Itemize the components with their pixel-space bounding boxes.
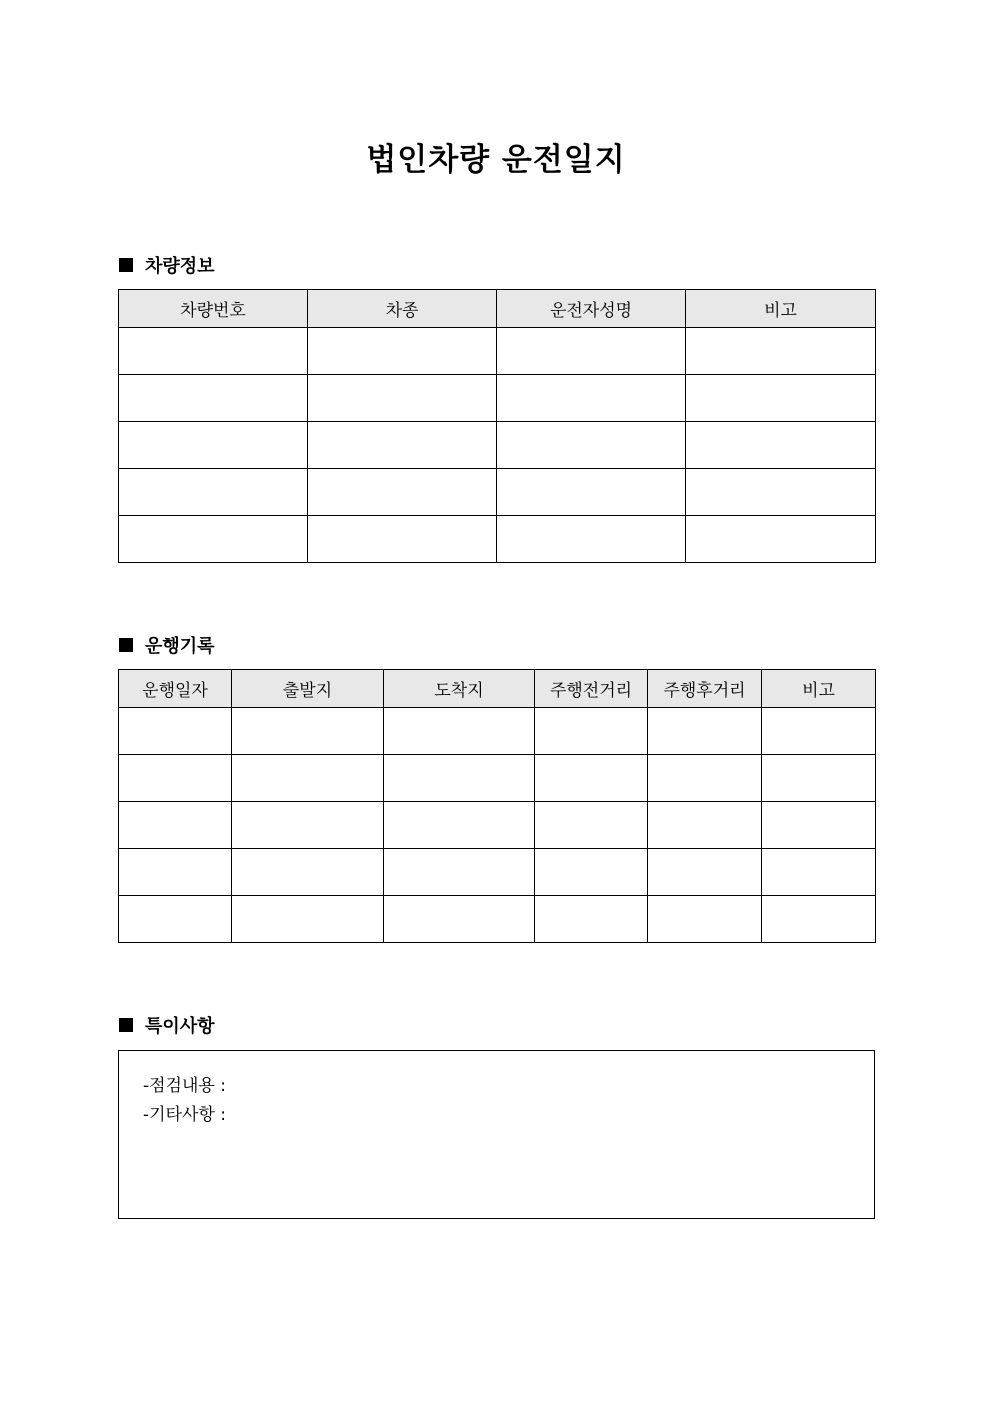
table-cell[interactable] xyxy=(232,755,384,802)
table-cell[interactable] xyxy=(762,755,876,802)
table-row xyxy=(119,375,876,422)
table-cell[interactable] xyxy=(384,708,535,755)
square-bullet-icon xyxy=(119,1018,133,1032)
column-header-vehicle-number: 차량번호 xyxy=(119,290,308,328)
table-cell[interactable] xyxy=(232,849,384,896)
table-cell[interactable] xyxy=(762,896,876,943)
table-cell[interactable] xyxy=(535,849,648,896)
column-header-arrival: 도착지 xyxy=(384,670,535,708)
table-cell[interactable] xyxy=(119,516,308,563)
section-heading-special-notes xyxy=(119,1013,215,1037)
vehicle-info-table xyxy=(118,289,876,563)
square-bullet-icon xyxy=(119,638,133,652)
table-cell[interactable] xyxy=(308,375,497,422)
table-cell[interactable] xyxy=(762,802,876,849)
section-heading-label: 운행기록 xyxy=(145,636,215,657)
table-cell[interactable] xyxy=(232,896,384,943)
document-title: 법인차량 운전일지 xyxy=(366,142,626,178)
table-cell[interactable] xyxy=(308,328,497,375)
table-cell[interactable] xyxy=(497,328,686,375)
table-row xyxy=(119,896,876,943)
table-cell[interactable] xyxy=(535,755,648,802)
table-row xyxy=(119,516,876,563)
section-heading-driving-log xyxy=(119,633,215,657)
column-header-odometer-after: 주행후거리 xyxy=(648,670,762,708)
table-cell[interactable] xyxy=(384,849,535,896)
special-notes-box[interactable] xyxy=(118,1050,875,1219)
table-cell[interactable] xyxy=(497,516,686,563)
column-header-vehicle-type: 차종 xyxy=(308,290,497,328)
table-cell[interactable] xyxy=(535,896,648,943)
table-header-row xyxy=(119,290,876,328)
table-cell[interactable] xyxy=(497,469,686,516)
table-cell[interactable] xyxy=(232,802,384,849)
table-row xyxy=(119,469,876,516)
column-header-drive-date: 운행일자 xyxy=(119,670,232,708)
table-cell[interactable] xyxy=(686,328,876,375)
section-heading-label: 특이사항 xyxy=(145,1016,215,1037)
table-cell[interactable] xyxy=(762,708,876,755)
column-header-odometer-before: 주행전거리 xyxy=(535,670,648,708)
table-cell[interactable] xyxy=(384,802,535,849)
table-cell[interactable] xyxy=(119,422,308,469)
note-line-inspection: -점검내용 : xyxy=(143,1076,226,1096)
table-row xyxy=(119,849,876,896)
table-cell[interactable] xyxy=(648,755,762,802)
table-row xyxy=(119,802,876,849)
table-cell[interactable] xyxy=(232,708,384,755)
driving-log-table xyxy=(118,669,876,943)
table-cell[interactable] xyxy=(308,422,497,469)
table-row xyxy=(119,755,876,802)
table-cell[interactable] xyxy=(762,849,876,896)
section-heading-label: 차량정보 xyxy=(145,256,215,277)
section-heading-vehicle-info xyxy=(119,253,215,277)
table-cell[interactable] xyxy=(648,708,762,755)
table-cell[interactable] xyxy=(497,422,686,469)
table-cell[interactable] xyxy=(535,708,648,755)
table-cell[interactable] xyxy=(648,802,762,849)
column-header-remarks: 비고 xyxy=(762,670,876,708)
table-row xyxy=(119,328,876,375)
table-cell[interactable] xyxy=(535,802,648,849)
column-header-departure: 출발지 xyxy=(232,670,384,708)
table-cell[interactable] xyxy=(119,375,308,422)
table-cell[interactable] xyxy=(686,375,876,422)
square-bullet-icon xyxy=(119,258,133,272)
table-cell[interactable] xyxy=(686,469,876,516)
table-cell[interactable] xyxy=(308,469,497,516)
table-cell[interactable] xyxy=(686,516,876,563)
table-header-row xyxy=(119,670,876,708)
table-cell[interactable] xyxy=(308,516,497,563)
table-cell[interactable] xyxy=(384,896,535,943)
table-cell[interactable] xyxy=(648,896,762,943)
table-cell[interactable] xyxy=(119,708,232,755)
table-row xyxy=(119,422,876,469)
table-cell[interactable] xyxy=(119,802,232,849)
column-header-remarks: 비고 xyxy=(686,290,876,328)
table-cell[interactable] xyxy=(119,469,308,516)
table-cell[interactable] xyxy=(686,422,876,469)
column-header-driver-name: 운전자성명 xyxy=(497,290,686,328)
table-cell[interactable] xyxy=(119,849,232,896)
table-cell[interactable] xyxy=(119,896,232,943)
table-cell[interactable] xyxy=(119,755,232,802)
table-cell[interactable] xyxy=(119,328,308,375)
table-cell[interactable] xyxy=(384,755,535,802)
table-cell[interactable] xyxy=(497,375,686,422)
note-line-other: -기타사항 : xyxy=(143,1105,226,1125)
table-row xyxy=(119,708,876,755)
table-cell[interactable] xyxy=(648,849,762,896)
